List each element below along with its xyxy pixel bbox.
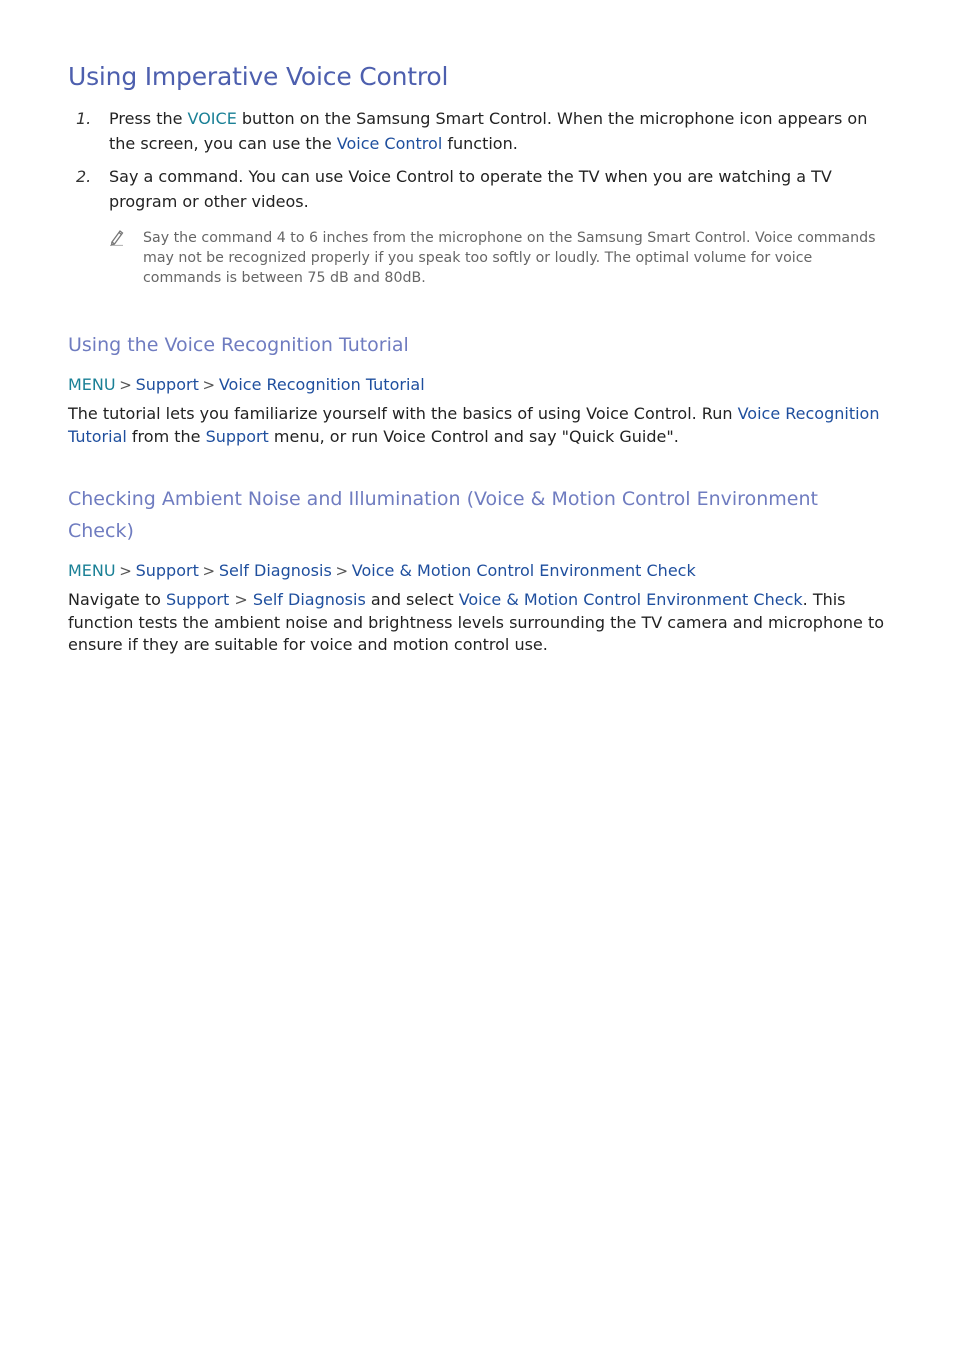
note-text: Say the command 4 to 6 inches from the microphone on the Samsung Smart Control. Voice commands may not be recognized properly if you speak too softly or loudly. The optimal volume for voice commands is between 75 dB and 80dB. [143, 230, 876, 286]
step-number: 2. [76, 167, 92, 186]
voice-recognition-tutorial-link[interactable]: Voice Recognition Tutorial [68, 404, 880, 446]
breadcrumb-tutorial [68, 373, 425, 397]
environment-check-link[interactable]: Voice & Motion Control Environment Check [458, 590, 803, 609]
breadcrumb-support[interactable]: Support [135, 375, 199, 394]
chevron-right-icon: > [234, 590, 248, 609]
step-text: Press the VOICE button on the Samsung Smart Control. When the microphone icon appears on the screen, you can use the Voice Control function. [109, 109, 868, 153]
section-heading-tutorial: Using the Voice Recognition Tutorial [68, 334, 409, 356]
chevron-right-icon: > [335, 562, 349, 580]
step-number: 1. [76, 109, 92, 128]
breadcrumb-menu[interactable]: MENU [68, 561, 116, 580]
support-link[interactable]: Support [205, 426, 269, 446]
tutorial-paragraph: The tutorial lets you familiarize yourself with the basics of using Voice Control. Run Voice Recognition Tutorial from the Support menu, or run Voice Control and say "Quick Guide". [68, 404, 880, 446]
environment-check-paragraph: Navigate to Support > Self Diagnosis and select Voice & Motion Control Environment Check. This function tests the ambient noise and brightness levels surrounding the TV camera and microphone to ensure if they are suitable for voice and motion control use. [68, 590, 885, 654]
chevron-right-icon: > [202, 562, 216, 580]
self-diagnosis-link[interactable]: Self Diagnosis [252, 590, 366, 609]
breadcrumb-environment-check-item[interactable]: Voice & Motion Control Environment Check [351, 561, 696, 580]
chevron-right-icon: > [202, 376, 216, 394]
page-title: Using Imperative Voice Control [68, 62, 449, 91]
chevron-right-icon: > [119, 562, 132, 580]
chevron-right-icon: > [119, 376, 132, 394]
breadcrumb-environment-check [68, 559, 696, 583]
voice-control-link[interactable]: Voice Control [336, 134, 443, 153]
voice-button-label: VOICE [187, 109, 237, 128]
support-link[interactable]: Support [166, 590, 230, 609]
step-text: Say a command. You can use Voice Control to operate the TV when you are watching a TV program or other videos. [109, 167, 832, 211]
breadcrumb-menu[interactable]: MENU [68, 375, 116, 394]
breadcrumb-self-diagnosis[interactable]: Self Diagnosis [218, 561, 332, 580]
breadcrumb-support[interactable]: Support [135, 561, 199, 580]
breadcrumb-voice-recognition-tutorial[interactable]: Voice Recognition Tutorial [218, 375, 425, 394]
section-heading-environment-check: Checking Ambient Noise and Illumination (Voice & Motion Control Environment Check) [68, 488, 818, 542]
pencil-note-icon [109, 228, 125, 246]
